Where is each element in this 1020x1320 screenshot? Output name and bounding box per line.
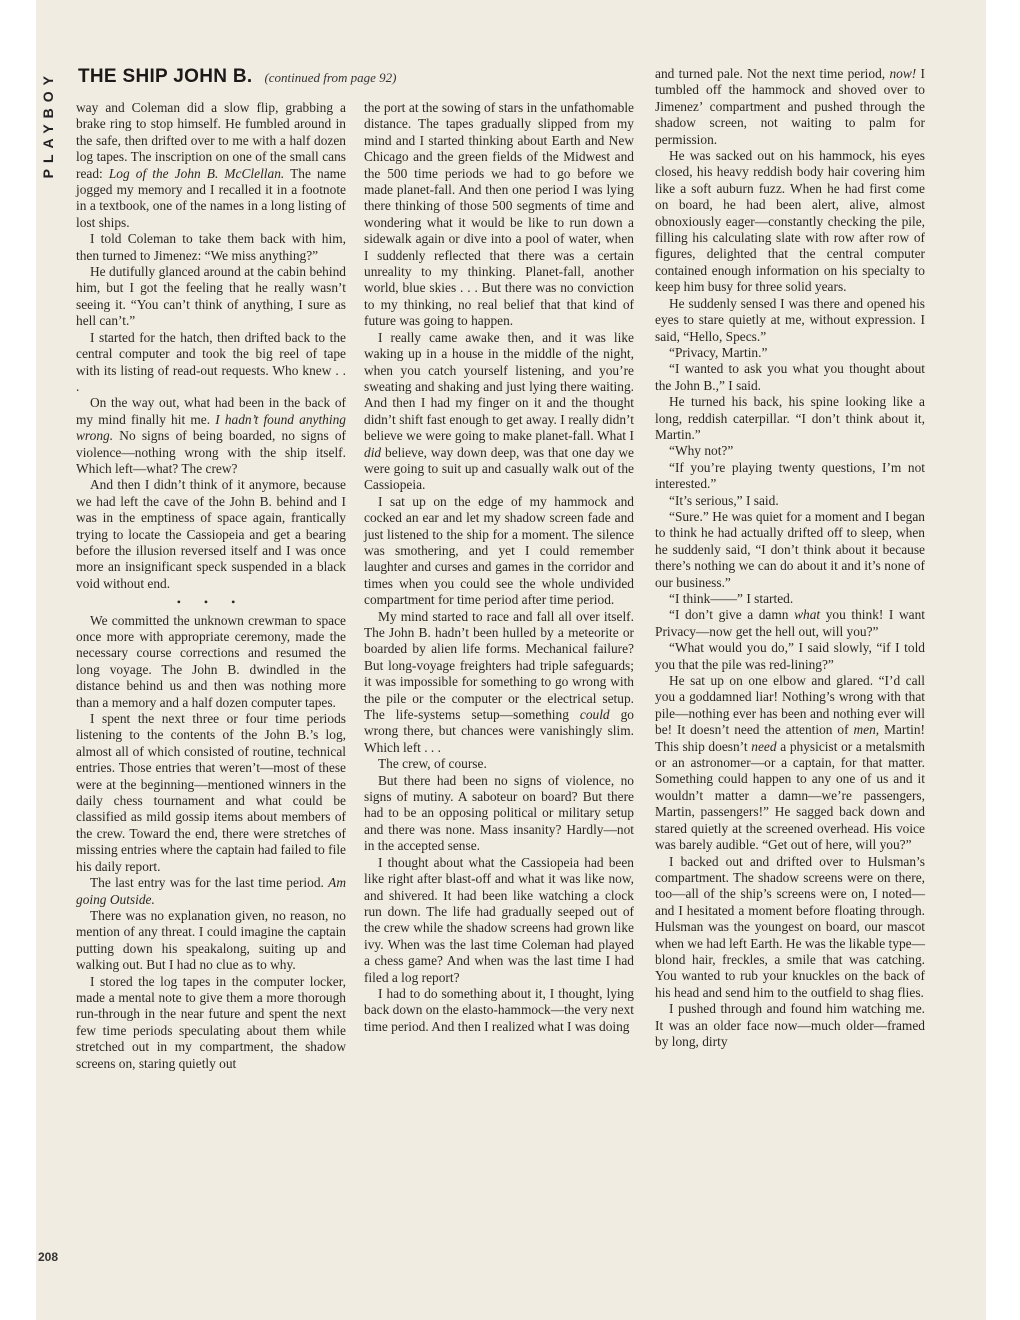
paragraph (76, 908, 346, 974)
text-run: The crew, of course. (378, 756, 487, 772)
text-run: “Privacy, Martin.” (669, 344, 768, 360)
article-header (78, 66, 638, 88)
paragraph (655, 443, 925, 459)
paragraph (364, 494, 634, 609)
text-run: I thought about what the Cassiopeia had been like right after blast-off and what it was like now, and shivered. It had been like watching a clock run down. The life had gradually seeped out of the crew while the shadow screens had grown like ivy. When was the last time Coleman had played a chess game? And when was the last time I had filed a log report? (364, 854, 634, 985)
italic-text: I hadn’t found anything wrong. (76, 411, 346, 444)
text-run: “I don’t give a damn (669, 607, 795, 623)
paragraph (364, 100, 634, 330)
text-run: I sat up on the edge of my hammock and cocked an ear and let my shadow screen fade and just listened to the ship for a moment. The silence was smothering, and yet I could remember laughter and curses and games in the corridor and times when you could see the whole undivided compartment for time period after time period. (364, 493, 634, 608)
paragraph (364, 330, 634, 494)
italic-text: Log of the John B. McClellan. (108, 165, 285, 181)
text-run: the port at the sowing of stars in the unfathomable distance. The tapes gradually slipped from my mind and I started thinking about Earth and New Chicago and the green fields of the Midwest and the 500 time periods we had to go before we made planet-fall. And then one period I was lying there thinking of those 500 segments of time and wondering what it would be like to run down a sidewalk again or dive into a pool of water, when I suddenly reflected that there was a certain unreality to my thinking. Planet-fall, another world, blue skies . . . But there was no conviction to my thinking, no real belief that that kind of future was going to happen. (364, 100, 634, 329)
paragraph (76, 711, 346, 875)
text-run: I tumbled off the hammock and shoved over to Jimenez’ compartment and pushed through the shadow screen, not waiting to palm for permission. (655, 66, 925, 147)
text-run: “What would you do,” I said slowly, “if I told you that the pile was red-lining?” (655, 640, 925, 672)
paragraph (364, 773, 634, 855)
text-run: My mind started to race and fall all over itself. The John B. hadn’t been hulled by a meteorite or boarded by alien life forms. Mechanical failure? But long-voyage freighters had triple safeguards; it was impossible for something to go wrong with the pile or the computer or the electrical setup. The life-systems setup—something (364, 608, 634, 723)
paragraph (655, 640, 925, 673)
paragraph (655, 854, 925, 1002)
text-run: I stored the log tapes in the computer locker, made a mental note to give them a more thorough run-through in the near future and spent the next few time periods speculating about them while stretched out in my compartment, the shadow screens on, staring quietly out (76, 973, 346, 1071)
paragraph (364, 986, 634, 1035)
text-run: you think! I want Privacy—now get the hell out, will you?” (655, 607, 925, 639)
paragraph (364, 756, 634, 772)
paragraph (655, 460, 925, 493)
text-run: He was sacked out on his hammock, his eyes closed, his heavy reddish body hair covering him like a soft auburn fuzz. When he had first come on board, he had been alert, alive, almost obnoxiously eager—constantly checking the pile, filling his calculating slate with row after row of figures, delighted that the central computer contained enough information on his specialty to keep him busy for three solid years. (655, 148, 925, 295)
paragraph (76, 875, 346, 908)
text-column-1 (76, 100, 346, 1072)
paragraph (76, 330, 346, 396)
text-run: I really came awake then, and it was like waking up in a house in the middle of the night, when you catch yourself listening, and you’re sweating and shaking and just lying there waiting. And then I had my finger on it and the thought didn’t shift fast enough to get away. I really didn’t believe we were going to make planet-fall. What I (364, 329, 634, 444)
paragraph (76, 264, 346, 330)
paragraph (655, 1001, 925, 1050)
paragraph (76, 395, 346, 477)
text-run: “It’s serious,” I said. (669, 492, 779, 508)
paragraph (76, 974, 346, 1072)
paragraph (655, 509, 925, 591)
text-run: “Sure.” He was quiet for a moment and I began to think he had actually drifted off to sleep, when he suddenly said, “I don’t think about it because there’s nothing we can do about it and it’s none of our business.” (655, 508, 925, 590)
article-title: THE SHIP JOHN B. (78, 66, 253, 87)
text-run: Martin! This ship doesn’t (655, 722, 925, 754)
text-run: He sat up on one elbow and glared. “I’d call you a goddamned liar! Nothing’s wrong with that pile—nothing ever has been and nothing ever will be! It doesn’t need the attention of (655, 673, 925, 738)
italic-text: need (751, 738, 777, 754)
paragraph (655, 361, 925, 394)
italic-text: what (794, 607, 821, 623)
text-run: “If you’re playing twenty questions, I’m not interested.” (655, 459, 925, 492)
paragraph (655, 296, 925, 345)
text-run: I started for the hatch, then drifted back to the central computer and took the big reel of tape with its listing of read-out requests. Who knew . . . (76, 329, 346, 394)
paragraph (655, 673, 925, 853)
paragraph (655, 493, 925, 509)
paragraph (655, 66, 925, 148)
page-number: 208 (38, 1250, 59, 1264)
text-run: and turned pale. Not the next time period, (655, 66, 890, 81)
paragraph (655, 345, 925, 361)
text-run: The last entry was for the last time period. (90, 875, 329, 891)
italic-text: Am going Outside. (76, 875, 346, 907)
paragraph (655, 394, 925, 443)
text-run: “I wanted to ask you what you thought about the John B.,” I said. (655, 361, 925, 393)
continued-note: (continued from page 92) (264, 70, 397, 85)
text-run: believe, way down deep, was that one day we were going to suit up and casually walk out of the Cassiopeia. (364, 444, 634, 493)
text-run: But there had been no signs of violence, no signs of mutiny. A saboteur on board? But there had to be an opposing political or military setup and there was none. Mass insanity? Hardly—not in the accepted sense. (364, 772, 634, 854)
paragraph (76, 613, 346, 711)
text-run: He dutifully glanced around at the cabin behind him, but I got the feeling that he really wasn’t seeing it. “You can’t think of anything, I sure as hell can’t.” (76, 264, 346, 329)
text-run: There was no explanation given, no reason, no mention of any threat. I could imagine the captain putting down his speakalong, suiting up and walking out. But I had no clue as to why. (76, 907, 346, 973)
text-column-3 (655, 66, 925, 1050)
text-run: I pushed through and found him watching me. It was an older face now—much older—framed by long, dirty (655, 1001, 925, 1049)
text-run: I backed out and drifted over to Hulsman’s compartment. The shadow screens were on there, too—all of the ship’s screens were on, I noted—and I hesitated a moment before floating through. Hulsman was the youngest on board, our mascot when we had left Earth. He was the likable type—blond hair, freckles, a smile that was catching. You wanted to rub your knuckles on the back of his head and send him to the outfield to shag flies. (655, 853, 925, 1000)
text-run: go wrong there, but chances were vanishingly slim. Which left . . . (364, 707, 634, 755)
text-run: And then I didn’t think of it anymore, because we had left the cave of the John B. behind and I was in the emptiness of space again, frantically trying to locate the Cassiopeia and get a bearing before the illusion reversed itself and I was once more an insignificant speck suspended in a black void without end. (76, 477, 346, 591)
text-run: “Why not?” (669, 443, 734, 459)
text-run: No signs of being boarded, no signs of violence—nothing wrong with the ship itself. Which left—what? The crew? (76, 428, 346, 476)
paragraph (655, 148, 925, 296)
paragraph (76, 100, 346, 231)
paragraph (655, 607, 925, 640)
text-run: way and Coleman did a slow flip, grabbing a brake ring to stop himself. He fumbled around in the safe, then drifted over to me with a half dozen log tapes. The inscription on one of the small cans read: (76, 100, 346, 181)
magazine-logo: PLAYBOY (40, 70, 56, 179)
paragraph (364, 609, 634, 757)
text-run: I spent the next three or four time periods listening to the contents of the John B.’s log, almost all of which consisted of routine, technical entries. Those entries that weren’t—most of these were at the beginning—mentioned winners in the daily chess tournament and what could be classified as mild gossip items about members of the crew. Toward the end, there were stretches of missing entries where the captain had failed to file his daily report. (76, 711, 346, 874)
text-run: We committed the unknown crewman to space once more with appropriate ceremony, made the necessary course corrections and resumed the long voyage. The John B. dwindled in the distance behind us and then was nothing more than a memory and a half dozen computer tapes. (76, 612, 346, 710)
section-break: • • • (176, 595, 246, 610)
paragraph (364, 855, 634, 986)
text-run: I had to do something about it, I thought, lying back down on the elasto-hammock—the very next time period. And then I realized what I was doing (364, 985, 634, 1034)
text-run: He suddenly sensed I was there and opened his eyes to stare quietly at me, without expression. I said, “Hello, Specs.” (655, 295, 925, 344)
italic-text: did (364, 444, 382, 460)
paragraph (655, 591, 925, 607)
italic-text: now! (889, 66, 917, 81)
text-run: He turned his back, his spine looking like a long, reddish caterpillar. “I don’t think about it, Martin.” (655, 394, 925, 442)
paragraph (76, 231, 346, 264)
paragraph (76, 477, 346, 592)
text-run: On the way out, what had been in the back of my mind finally hit me. (76, 395, 346, 427)
text-column-2 (364, 100, 634, 1035)
text-run: “I think——” I started. (669, 591, 794, 606)
italic-text: could (579, 707, 610, 723)
italic-text: men, (853, 722, 880, 738)
text-run: The name jogged my memory and I recalled it in a footnote in a textbook, one of the names in a long listing of lost ships. (76, 165, 347, 230)
text-run: a physicist or a metalsmith or an astronomer—or a captain, for that matter. Something could happen to any one of us and it wouldn’t matter a damn—we’re passengers, Martin, passengers!” He sagged back down and stared quietly at the screened overhead. His voice was barely audible. “Get out of here, will you?” (655, 738, 925, 853)
text-run: I told Coleman to take them back with him, then turned to Jimenez: “We miss anything?” (76, 231, 346, 263)
